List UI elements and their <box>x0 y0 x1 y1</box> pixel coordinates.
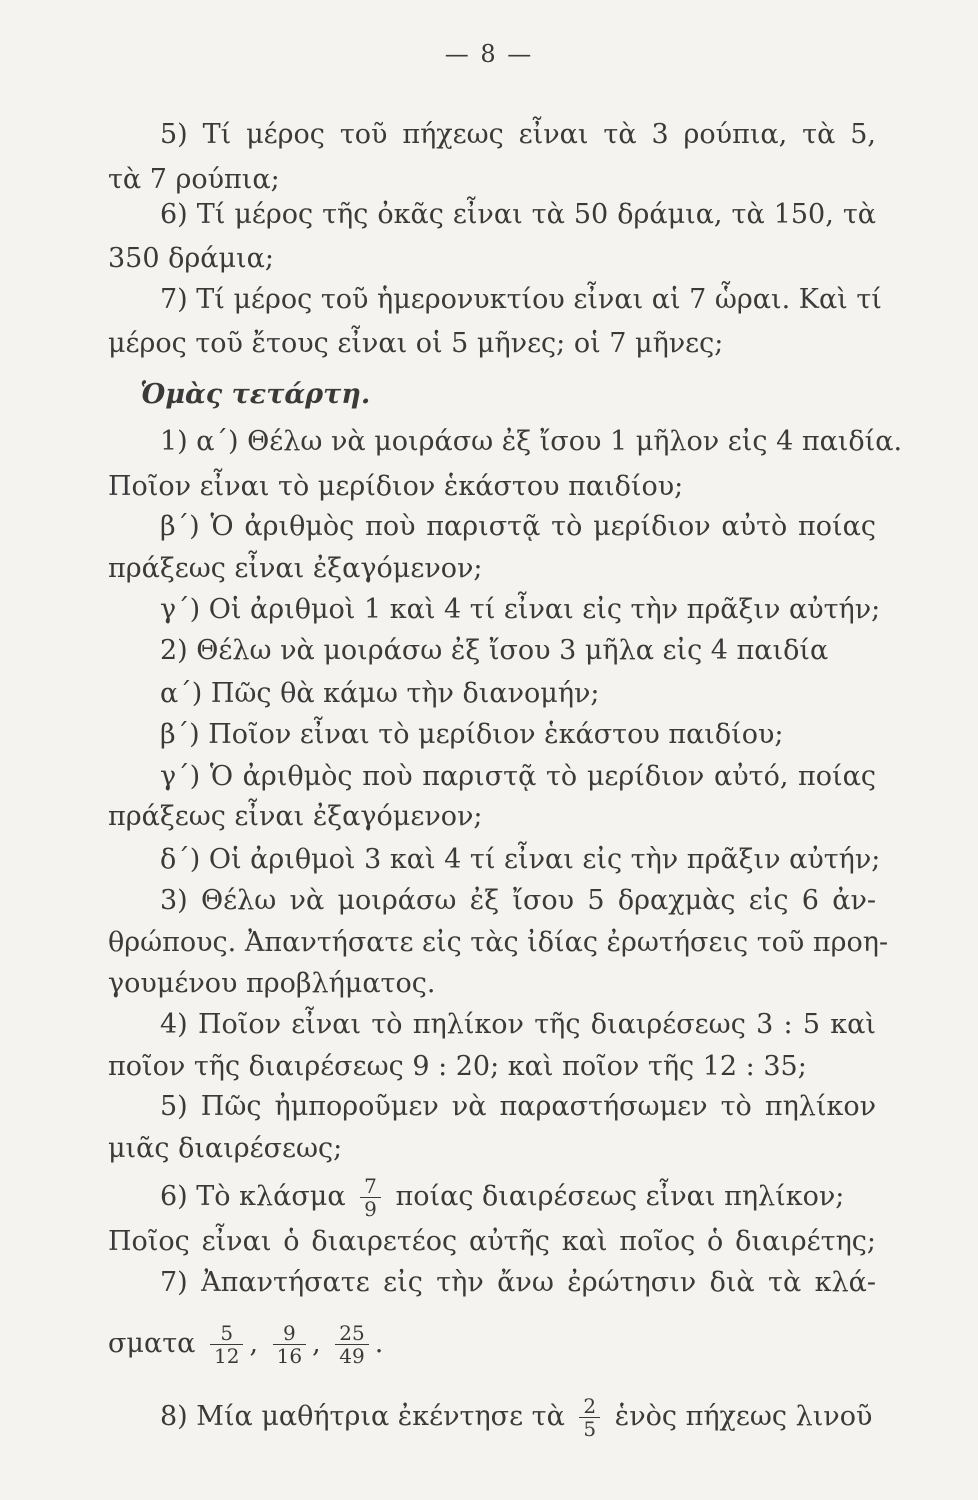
text-line: 7) Ἀπαντήσατε εἰς τὴν ἄνω ἐρώτησιν διὰ τὰ κλά- <box>160 1267 876 1298</box>
fraction-denominator: 9 <box>360 1197 381 1220</box>
text-line: 5) Πῶς ἠμποροῦμεν νὰ παραστήσωμεν τὸ πηλίκον <box>160 1091 876 1122</box>
text-segment: ποίας διαιρέσεως εἶναι πηλίκον; <box>395 1181 845 1212</box>
text-line: Ποῖον εἶναι τὸ μερίδιον ἑκάστου παιδίου; <box>108 471 684 502</box>
text-line: σματα $\frac{5}{12}$ , $\frac{9}{16}$ , $\frac{25}{49}$ . <box>108 1321 384 1368</box>
text-line: τὰ 7 ρούπια; <box>108 164 280 195</box>
fraction-denominator: 5 <box>579 1417 600 1440</box>
fraction-numerator: 5 <box>220 1321 234 1345</box>
text-line <box>160 1175 876 1220</box>
text-segment: 8) Μία μαθήτρια ἐκέντησε τὰ <box>160 1401 565 1432</box>
section-heading: Ὁμὰς τετάρτη. <box>140 379 371 410</box>
text-line: 7) Τί μέρος τοῦ ἡμερονυκτίου εἶναι αἱ 7 ὧραι. Καὶ τί <box>160 284 882 315</box>
fraction-numerator: 7 <box>364 1174 377 1198</box>
page-number: — 8 — <box>444 40 534 68</box>
text-line: β΄) Ὁ ἀριθμὸς ποὺ παριστᾷ τὸ μερίδιον αὐτὸ ποίας <box>160 511 876 542</box>
text-line: 350 δράμια; <box>108 243 274 274</box>
text-line: 5) Τί μέρος τοῦ πήχεως εἶναι τὰ 3 ρούπια, τὰ 5, <box>160 119 876 150</box>
text-line: ποῖον τῆς διαιρέσεως 9 : 20; καὶ ποῖον τῆς 12 : 35; <box>108 1051 807 1082</box>
text-line: Ποῖος εἶναι ὁ διαιρετέος αὐτῆς καὶ ποῖος ὁ διαιρέτης; <box>108 1226 876 1257</box>
fraction <box>335 1322 368 1367</box>
text-line: γ΄) Οἱ ἀριθμοὶ 1 καὶ 4 τί εἶναι εἰς τὴν πρᾶξιν αὐτήν; <box>160 594 881 625</box>
text-line: 4) Ποῖον εἶναι τὸ πηλίκον τῆς διαιρέσεως 3 : 5 καὶ <box>160 1009 876 1040</box>
text-line: 3) Θέλω νὰ μοιράσω ἐξ ἴσου 5 δραχμὰς εἰς 6 ἀν- <box>160 885 876 916</box>
text-segment: σματα <box>108 1328 196 1359</box>
fraction-numerator: 9 <box>282 1321 296 1345</box>
fraction <box>579 1395 600 1440</box>
fraction-numerator: 25 <box>339 1321 365 1345</box>
text-line: α΄) Πῶς θὰ κάμω τὴν διανομήν; <box>160 678 600 709</box>
text-line: μιᾶς διαιρέσεως; <box>108 1133 343 1164</box>
text-line: 1) α΄) Θέλω νὰ μοιράσω ἐξ ἴσου 1 μῆλον εἰς 4 παιδία. <box>160 426 903 457</box>
fraction <box>273 1322 306 1367</box>
fraction-denominator: 49 <box>335 1344 368 1367</box>
text-line <box>160 1395 876 1440</box>
text-line: γουμένου προβλήματος. <box>108 968 436 999</box>
fraction <box>210 1322 243 1367</box>
text-line: γ΄) Ὁ ἀριθμὸς ποὺ παριστᾷ τὸ μερίδιον αὐτό, ποίας <box>160 761 876 792</box>
text-line: πράξεως εἶναι ἐξαγόμενον; <box>108 553 483 584</box>
text-line: 2) Θέλω νὰ μοιράσω ἐξ ἴσου 3 μῆλα εἰς 4 παιδία <box>160 635 829 666</box>
fraction-denominator: 16 <box>273 1344 306 1367</box>
fraction-denominator: 12 <box>210 1344 243 1367</box>
fraction <box>360 1175 381 1220</box>
text-line: μέρος τοῦ ἔτους εἶναι οἱ 5 μῆνες; οἱ 7 μῆνες; <box>108 328 724 359</box>
text-line: θρώπους. Ἀπαντήσατε εἰς τὰς ἰδίας ἐρωτήσεις τοῦ προη- <box>108 927 889 958</box>
text-line: δ΄) Οἱ ἀριθμοὶ 3 καὶ 4 τί εἶναι εἰς τὴν πρᾶξιν αὐτήν; <box>160 844 881 875</box>
text-segment: ἑνὸς πήχεως λινοῦ <box>614 1401 873 1432</box>
text-line: β΄) Ποῖον εἶναι τὸ μερίδιον ἑκάστου παιδίου; <box>160 719 784 750</box>
text-line: πράξεως εἶναι ἐξαγόμενον; <box>108 801 483 832</box>
text-segment: 6) Τὸ κλάσμα <box>160 1181 346 1212</box>
text-line: 6) Τί μέρος τῆς ὀκᾶς εἶναι τὰ 50 δράμια, τὰ 150, τὰ <box>160 199 876 230</box>
fraction-numerator: 2 <box>583 1394 597 1418</box>
